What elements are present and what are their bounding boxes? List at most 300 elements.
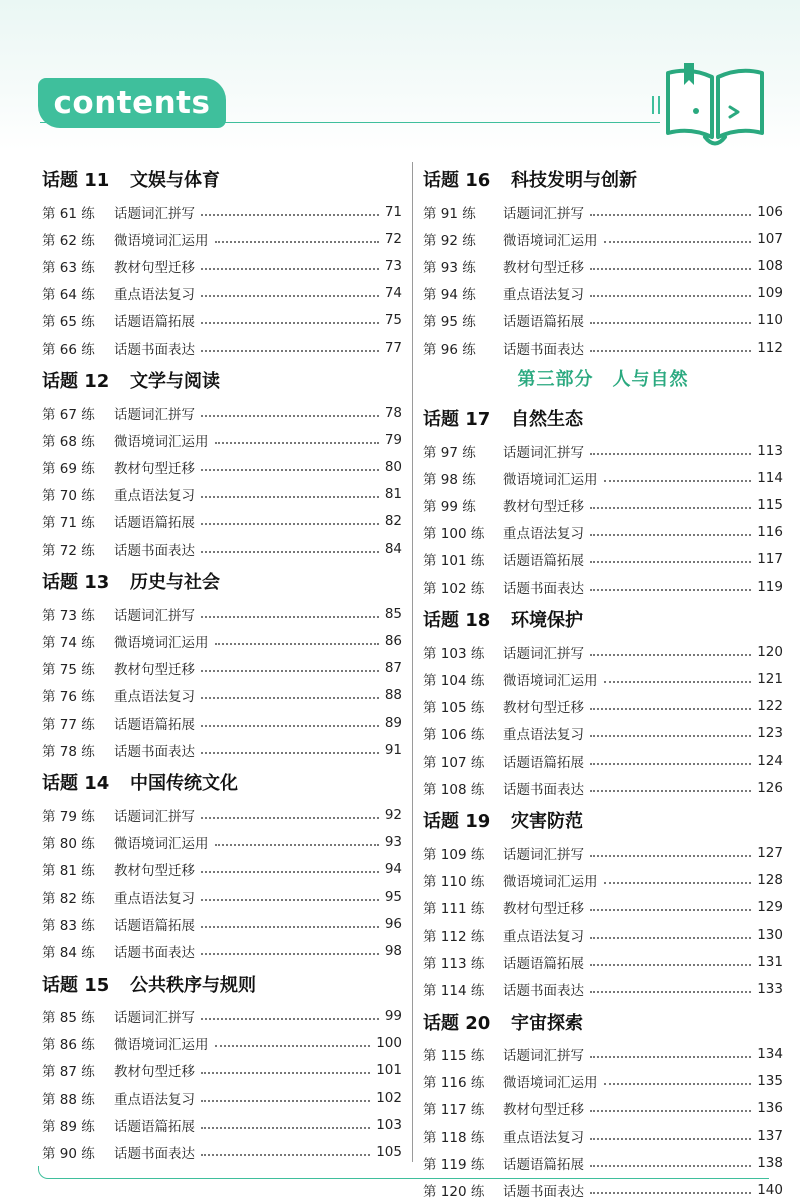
toc-entry[interactable] (423, 225, 783, 252)
page-number: 94 (384, 861, 402, 878)
dot-leader (201, 551, 379, 553)
topic-title: 自然生态 (511, 409, 583, 431)
page-number: 138 (757, 1154, 783, 1171)
dot-leader (590, 561, 751, 563)
lesson-title: 重点语法复习 (114, 488, 195, 505)
lesson-title: 教材句型迁移 (503, 700, 584, 717)
topic-number: 话题 15 (42, 974, 110, 996)
lesson-number: 第 118 练 (423, 1129, 485, 1146)
topic-number: 话题 13 (42, 572, 110, 594)
page-number: 135 (757, 1073, 783, 1090)
dot-leader (201, 469, 379, 471)
lesson-number: 第 94 练 (423, 287, 476, 304)
page-number: 126 (757, 779, 783, 796)
lesson-title: 重点语法复习 (114, 689, 195, 706)
topic-number: 话题 14 (42, 773, 110, 795)
toc-entry[interactable] (42, 535, 402, 562)
topic-number: 话题 19 (423, 811, 491, 833)
lesson-number: 第 95 练 (423, 314, 476, 331)
lesson-number: 第 66 练 (42, 341, 95, 358)
toc-entry[interactable] (423, 894, 783, 921)
topic-number: 话题 17 (423, 409, 491, 431)
lesson-number: 第 103 练 (423, 645, 485, 662)
page-number: 120 (757, 643, 783, 660)
lesson-title: 微语境词汇运用 (503, 673, 598, 690)
lesson-number: 第 110 练 (423, 874, 485, 891)
lesson-title: 教材句型迁移 (503, 901, 584, 918)
page-number: 99 (384, 1008, 402, 1025)
toc-entry[interactable] (42, 682, 402, 709)
dot-leader (201, 725, 379, 727)
lesson-title: 话题语篇拓展 (503, 553, 584, 570)
lesson-number: 第 67 练 (42, 406, 95, 423)
lesson-title: 重点语法复习 (503, 1129, 584, 1146)
page-number: 128 (757, 872, 783, 889)
lesson-number: 第 108 练 (423, 781, 485, 798)
toc-entry[interactable] (42, 1003, 402, 1030)
page-number: 123 (757, 725, 783, 742)
lesson-number: 第 120 练 (423, 1184, 485, 1201)
page-number: 95 (384, 888, 402, 905)
toc-entry[interactable] (423, 747, 783, 774)
dot-leader (590, 735, 751, 737)
page-number: 115 (757, 497, 783, 514)
topic-title: 文学与阅读 (130, 371, 220, 393)
page-number: 88 (384, 687, 402, 704)
lesson-number: 第 61 练 (42, 205, 95, 222)
lesson-title: 微语境词汇运用 (114, 433, 209, 450)
lesson-number: 第 88 练 (42, 1091, 95, 1108)
toc-entry[interactable] (42, 600, 402, 627)
page-number: 136 (757, 1100, 783, 1117)
topic-number: 话题 18 (423, 610, 491, 632)
toc-entry[interactable] (42, 1111, 402, 1138)
column-divider (412, 162, 413, 1162)
lesson-number: 第 111 练 (423, 901, 485, 918)
lesson-number: 第 93 练 (423, 259, 476, 276)
toc-entry[interactable] (423, 975, 783, 1002)
lesson-number: 第 100 练 (423, 526, 485, 543)
topic-heading (423, 1003, 783, 1041)
page-number: 72 (384, 230, 402, 247)
topic-number: 话题 12 (42, 371, 110, 393)
dot-leader (590, 1138, 751, 1140)
lesson-number: 第 69 练 (42, 461, 95, 478)
topic-heading (423, 801, 783, 839)
lesson-title: 话题语篇拓展 (503, 1156, 584, 1173)
lesson-number: 第 84 练 (42, 944, 95, 961)
lesson-title: 话题语篇拓展 (114, 917, 195, 934)
page-number: 107 (757, 230, 783, 247)
dot-leader (201, 1072, 370, 1074)
dot-leader (201, 899, 379, 901)
lesson-title: 教材句型迁移 (114, 662, 195, 679)
dot-leader (201, 871, 379, 873)
topic-title: 环境保护 (511, 610, 583, 632)
dot-leader (201, 926, 379, 928)
lesson-number: 第 77 练 (42, 716, 95, 733)
toc-entry[interactable] (423, 280, 783, 307)
dot-leader (590, 708, 751, 710)
dot-leader (604, 241, 752, 243)
page-number: 127 (757, 844, 783, 861)
lesson-number: 第 75 练 (42, 662, 95, 679)
dot-leader (201, 214, 379, 216)
toc-entry[interactable] (42, 736, 402, 763)
lesson-number: 第 82 练 (42, 890, 95, 907)
toc-entry[interactable] (42, 508, 402, 535)
dot-leader (590, 589, 751, 591)
toc-entry[interactable] (42, 426, 402, 453)
page-number: 105 (376, 1144, 402, 1161)
lesson-number: 第 96 练 (423, 341, 476, 358)
lesson-number: 第 114 练 (423, 982, 485, 999)
toc-entry[interactable] (42, 883, 402, 910)
toc-entry[interactable] (42, 1084, 402, 1111)
lesson-number: 第 78 练 (42, 743, 95, 760)
lesson-title: 话题书面表达 (503, 982, 584, 999)
lesson-number: 第 83 练 (42, 917, 95, 934)
toc-entry[interactable] (42, 280, 402, 307)
lesson-number: 第 76 练 (42, 689, 95, 706)
footer-rule (38, 1166, 769, 1179)
toc-entry[interactable] (42, 655, 402, 682)
lesson-number: 第 105 练 (423, 700, 485, 717)
page-number: 84 (384, 540, 402, 557)
lesson-title: 话题词汇拼写 (503, 205, 584, 222)
toc-entry[interactable] (423, 1068, 783, 1095)
lesson-number: 第 62 练 (42, 232, 95, 249)
page-number: 131 (757, 953, 783, 970)
topic-title: 宇宙探索 (511, 1012, 583, 1034)
lesson-number: 第 70 练 (42, 488, 95, 505)
dot-leader (201, 616, 379, 618)
toc-entry[interactable] (423, 1095, 783, 1122)
lesson-number: 第 102 练 (423, 580, 485, 597)
dot-leader (201, 415, 379, 417)
toc-entry[interactable] (42, 829, 402, 856)
page-number: 80 (384, 459, 402, 476)
toc-entry[interactable] (423, 693, 783, 720)
dot-leader (201, 752, 379, 754)
dot-leader (201, 350, 379, 352)
lesson-number: 第 64 练 (42, 287, 95, 304)
dot-leader (201, 496, 379, 498)
dot-leader (201, 1100, 370, 1102)
toc-entry[interactable] (42, 481, 402, 508)
dot-leader (590, 937, 751, 939)
topic-heading (42, 160, 402, 198)
page-number: 108 (757, 257, 783, 274)
lesson-title: 话题书面表达 (503, 1184, 584, 1201)
topic-number: 话题 16 (423, 170, 491, 191)
lesson-number: 第 109 练 (423, 846, 485, 863)
lesson-number: 第 98 练 (423, 471, 476, 488)
page-number: 102 (376, 1089, 402, 1106)
toc-entry[interactable] (423, 839, 783, 866)
header-rule-cap (652, 96, 654, 114)
dot-leader (590, 507, 751, 509)
page-number: 85 (384, 605, 402, 622)
page-number: 91 (384, 741, 402, 758)
topic-number: 话题 11 (42, 170, 110, 191)
dot-leader (201, 322, 379, 324)
page-number: 109 (757, 285, 783, 302)
topic-heading (42, 763, 402, 801)
lesson-title: 教材句型迁移 (114, 1064, 195, 1081)
page-number: 119 (757, 578, 783, 595)
toc-entry[interactable] (42, 709, 402, 736)
lesson-title: 话题词汇拼写 (114, 406, 195, 423)
page-number: 112 (757, 339, 783, 356)
toc-entry[interactable] (42, 1057, 402, 1084)
lesson-number: 第 71 练 (42, 515, 95, 532)
page-number: 124 (757, 752, 783, 769)
toc-entry[interactable] (42, 937, 402, 964)
lesson-number: 第 104 练 (423, 673, 485, 690)
toc-entry[interactable] (423, 1041, 783, 1068)
toc-column-left (42, 160, 402, 1166)
lesson-number: 第 97 练 (423, 444, 476, 461)
dot-leader (590, 295, 751, 297)
page-number: 92 (384, 806, 402, 823)
dot-leader (201, 1127, 370, 1129)
lesson-title: 重点语法复习 (503, 287, 584, 304)
dot-leader (590, 268, 751, 270)
dot-leader (215, 1045, 371, 1047)
page-number: 86 (384, 633, 402, 650)
dot-leader (590, 855, 751, 857)
lesson-title: 话题词汇拼写 (114, 205, 195, 222)
lesson-title: 微语境词汇运用 (114, 1037, 209, 1054)
page-number: 87 (384, 660, 402, 677)
page-number: 130 (757, 926, 783, 943)
toc-entry[interactable] (42, 198, 402, 225)
page-number: 106 (757, 203, 783, 220)
dot-leader (590, 214, 751, 216)
toc-entry[interactable] (42, 1030, 402, 1057)
toc-entry[interactable] (423, 252, 783, 279)
topic-heading (423, 160, 783, 198)
page-number: 137 (757, 1127, 783, 1144)
lesson-title: 微语境词汇运用 (503, 1075, 598, 1092)
page-number: 71 (384, 203, 402, 220)
page-number: 134 (757, 1046, 783, 1063)
toc-entry[interactable] (42, 225, 402, 252)
page-number: 113 (757, 442, 783, 459)
toc-entry[interactable] (42, 307, 402, 334)
lesson-title: 微语境词汇运用 (503, 874, 598, 891)
lesson-number: 第 65 练 (42, 314, 95, 331)
page-number: 103 (376, 1116, 402, 1133)
toc-entry[interactable] (423, 665, 783, 692)
page-number: 93 (384, 834, 402, 851)
lesson-title: 话题书面表达 (503, 580, 584, 597)
dot-leader (590, 1192, 751, 1194)
topic-heading (42, 562, 402, 600)
toc-entry[interactable] (423, 492, 783, 519)
toc-column-right (423, 160, 783, 1204)
dot-leader (201, 1018, 379, 1020)
dot-leader (201, 953, 379, 955)
toc-entry[interactable] (423, 573, 783, 600)
lesson-title: 话题语篇拓展 (503, 955, 584, 972)
page-number: 96 (384, 915, 402, 932)
lesson-number: 第 99 练 (423, 499, 476, 516)
lesson-number: 第 85 练 (42, 1010, 95, 1027)
topic-number: 话题 20 (423, 1012, 491, 1034)
lesson-number: 第 63 练 (42, 259, 95, 276)
page-number: 73 (384, 257, 402, 274)
lesson-title: 话题书面表达 (114, 944, 195, 961)
dot-leader (590, 1110, 751, 1112)
toc-entry[interactable] (423, 921, 783, 948)
dot-leader (201, 295, 379, 297)
page-number: 77 (384, 339, 402, 356)
toc-entry[interactable] (423, 1122, 783, 1149)
lesson-title: 重点语法复习 (114, 287, 195, 304)
lesson-title: 话题词汇拼写 (503, 645, 584, 662)
toc-entry[interactable] (423, 774, 783, 801)
topic-title: 文娱与体育 (130, 170, 220, 191)
dot-leader (215, 844, 379, 846)
toc-entry[interactable] (42, 252, 402, 279)
page-number: 74 (384, 285, 402, 302)
dot-leader (201, 817, 379, 819)
toc-entry[interactable] (42, 1138, 402, 1165)
lesson-title: 微语境词汇运用 (503, 232, 598, 249)
page-number: 117 (757, 551, 783, 568)
dot-leader (590, 350, 751, 352)
lesson-title: 微语境词汇运用 (114, 232, 209, 249)
contents-banner: contents (38, 78, 226, 128)
topic-heading (423, 600, 783, 638)
dot-leader (215, 241, 379, 243)
toc-entry[interactable] (42, 399, 402, 426)
toc-entry[interactable] (423, 519, 783, 546)
lesson-number: 第 80 练 (42, 836, 95, 853)
toc-entry[interactable] (423, 720, 783, 747)
topic-title: 科技发明与创新 (511, 170, 637, 191)
toc-entry[interactable] (423, 638, 783, 665)
page-number: 110 (757, 312, 783, 329)
header-rule (40, 122, 660, 123)
lesson-number: 第 117 练 (423, 1102, 485, 1119)
dot-leader (201, 1154, 370, 1156)
lesson-title: 微语境词汇运用 (503, 471, 598, 488)
toc-entry[interactable] (42, 910, 402, 937)
topic-title: 公共秩序与规则 (130, 974, 256, 996)
dot-leader (201, 697, 379, 699)
page-number: 114 (757, 469, 783, 486)
lesson-title: 教材句型迁移 (114, 461, 195, 478)
toc-entry[interactable] (423, 198, 783, 225)
lesson-title: 话题词汇拼写 (503, 444, 584, 461)
lesson-number: 第 73 练 (42, 607, 95, 624)
lesson-number: 第 119 练 (423, 1156, 485, 1173)
lesson-title: 话题词汇拼写 (114, 1010, 195, 1027)
lesson-number: 第 113 练 (423, 955, 485, 972)
dot-leader (604, 882, 752, 884)
lesson-number: 第 74 练 (42, 635, 95, 652)
page-number: 89 (384, 714, 402, 731)
toc-entry[interactable] (423, 867, 783, 894)
dot-leader (590, 654, 751, 656)
toc-entry[interactable] (423, 546, 783, 573)
lesson-title: 教材句型迁移 (503, 499, 584, 516)
toc-entry[interactable] (42, 627, 402, 654)
toc-entry[interactable] (423, 437, 783, 464)
lesson-title: 重点语法复习 (503, 727, 584, 744)
lesson-number: 第 90 练 (42, 1146, 95, 1163)
toc-entry[interactable] (42, 856, 402, 883)
dot-leader (590, 790, 751, 792)
toc-entry[interactable] (423, 464, 783, 491)
page-number: 75 (384, 312, 402, 329)
lesson-number: 第 116 练 (423, 1075, 485, 1092)
topic-heading (42, 965, 402, 1003)
toc-entry[interactable] (42, 454, 402, 481)
dot-leader (590, 453, 751, 455)
lesson-title: 话题书面表达 (114, 1146, 195, 1163)
lesson-title: 微语境词汇运用 (114, 635, 209, 652)
dot-leader (590, 534, 751, 536)
lesson-title: 话题语篇拓展 (114, 716, 195, 733)
toc-entry[interactable] (423, 334, 783, 361)
dot-leader (201, 523, 379, 525)
dot-leader (590, 991, 751, 993)
page-number: 101 (376, 1062, 402, 1079)
lesson-title: 教材句型迁移 (503, 259, 584, 276)
toc-entry[interactable] (423, 948, 783, 975)
lesson-title: 教材句型迁移 (114, 259, 195, 276)
lesson-title: 话题语篇拓展 (114, 515, 195, 532)
dot-leader (590, 1056, 751, 1058)
toc-entry[interactable] (42, 334, 402, 361)
lesson-title: 重点语法复习 (503, 526, 584, 543)
dot-leader (201, 268, 379, 270)
lesson-title: 话题语篇拓展 (114, 1118, 195, 1135)
page-number: 78 (384, 404, 402, 421)
dot-leader (604, 480, 752, 482)
open-book-icon (660, 55, 770, 155)
topic-title: 灾害防范 (511, 811, 583, 833)
page-number: 122 (757, 698, 783, 715)
lesson-title: 话题词汇拼写 (503, 1048, 584, 1065)
toc-entry[interactable] (423, 307, 783, 334)
lesson-title: 话题语篇拓展 (114, 314, 195, 331)
lesson-title: 话题书面表达 (114, 743, 195, 760)
page-number: 100 (376, 1035, 402, 1052)
lesson-number: 第 92 练 (423, 232, 476, 249)
lesson-title: 话题语篇拓展 (503, 754, 584, 771)
lesson-title: 微语境词汇运用 (114, 836, 209, 853)
lesson-number: 第 68 练 (42, 433, 95, 450)
dot-leader (604, 681, 752, 683)
dot-leader (590, 909, 751, 911)
lesson-number: 第 106 练 (423, 727, 485, 744)
lesson-title: 重点语法复习 (114, 890, 195, 907)
lesson-number: 第 107 练 (423, 754, 485, 771)
lesson-title: 重点语法复习 (114, 1091, 195, 1108)
lesson-title: 话题书面表达 (114, 341, 195, 358)
topic-heading (42, 361, 402, 399)
lesson-number: 第 86 练 (42, 1037, 95, 1054)
topic-title: 中国传统文化 (130, 773, 238, 795)
page-number: 121 (757, 671, 783, 688)
toc-entry[interactable] (42, 801, 402, 828)
lesson-title: 话题书面表达 (503, 781, 584, 798)
